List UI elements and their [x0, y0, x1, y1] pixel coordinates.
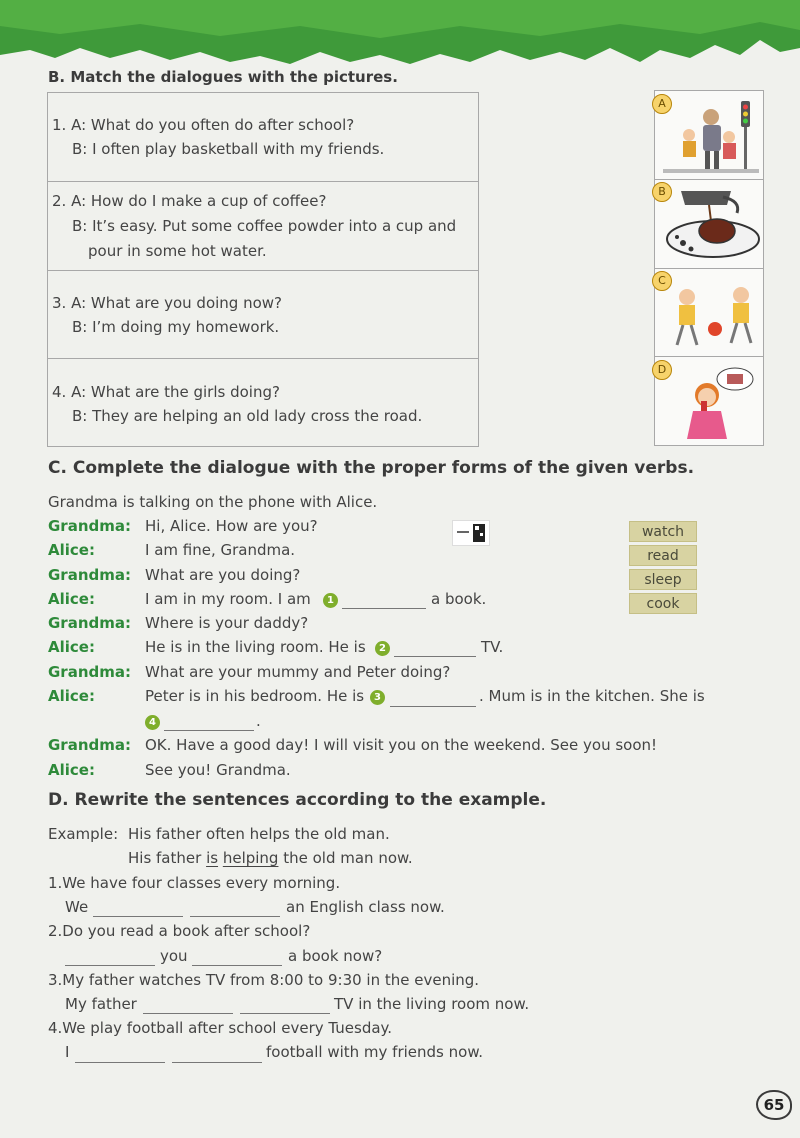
dialogue-line: I am fine, Grandma. [145, 541, 296, 559]
dialogue-line: What are your mummy and Peter doing? [145, 663, 451, 681]
dialogue-line: I am in my room. I am [145, 590, 311, 608]
dialogue-line-end: . Mum is in the kitchen. She is [479, 687, 705, 705]
rewrite-blank[interactable] [192, 965, 282, 966]
blank-number-2 [375, 638, 390, 656]
verb-box-cook: cook [629, 593, 697, 614]
section-d-heading: D. Rewrite the sentences according to the example. [48, 790, 547, 810]
answer-blank-4[interactable] [164, 730, 254, 731]
dialogue-4-question: 4. A: What are the girls doing? [52, 383, 280, 401]
blank-number-4 [145, 712, 160, 730]
dialogue-line: What are you doing? [145, 566, 301, 584]
rewrite-question-3: 3.My father watches TV from 8:00 to 9:30 in the evening. [48, 971, 480, 989]
rewrite-blank[interactable] [93, 916, 183, 917]
speaker-label: Alice: [48, 590, 95, 608]
dialogue-line-end: TV. [481, 638, 504, 656]
number-badge: 1 [323, 593, 338, 608]
row-divider [48, 358, 478, 359]
dialogue-2-answer-cont: pour in some hot water. [88, 242, 267, 260]
blank-number-1 [323, 590, 338, 608]
dialogue-line: Peter is in his bedroom. He is [145, 687, 365, 705]
example-answer-helping: helping [222, 849, 279, 867]
picture-b-coffee [661, 183, 761, 263]
example-text: His father [128, 849, 207, 867]
dialogue-1-question: 1. A: What do you often do after school? [52, 116, 355, 134]
dialogue-2-answer: B: It’s easy. Put some coffee powder into a cup and [72, 217, 457, 235]
dialogue-4-answer: B: They are helping an old lady cross the road. [72, 407, 423, 425]
speaker-label: Alice: [48, 638, 95, 656]
dialogue-1-answer: B: I often play basketball with my friends. [72, 140, 385, 158]
top-banner [0, 0, 800, 70]
pictures-panel [654, 90, 764, 446]
speaker-label: Alice: [48, 761, 95, 779]
dialogue-line-end: . [256, 712, 261, 730]
dialogue-2-question: 2. A: How do I make a cup of coffee? [52, 192, 327, 210]
row-divider [48, 270, 478, 271]
rewrite-blank[interactable] [172, 1062, 262, 1063]
rewrite-blank[interactable] [190, 916, 280, 917]
answer-blank-2[interactable] [394, 656, 476, 657]
dialogue-3-question: 3. A: What are you doing now? [52, 294, 283, 312]
rewrite-answer-suffix: a book now? [288, 947, 383, 965]
dialogue-line-end: a book. [431, 590, 487, 608]
qr-code-icon [452, 520, 490, 546]
rewrite-question-4: 4.We play football after school every Tuesday. [48, 1019, 393, 1037]
number-badge: 3 [370, 690, 385, 705]
verb-box-watch: watch [629, 521, 697, 542]
rewrite-answer-prefix: We [65, 898, 89, 916]
picture-divider [655, 179, 763, 180]
rewrite-blank[interactable] [143, 1013, 233, 1014]
dialogue-3-answer: B: I’m doing my homework. [72, 318, 280, 336]
speaker-label: Grandma: [48, 736, 131, 754]
dialogue-line: Where is your daddy? [145, 614, 309, 632]
rewrite-blank[interactable] [65, 965, 155, 966]
picture-label-c: C [652, 271, 672, 291]
speaker-label: Grandma: [48, 517, 131, 535]
speaker-label: Grandma: [48, 663, 131, 681]
speaker-label: Grandma: [48, 566, 131, 584]
picture-c-boys-playing-ball [669, 283, 759, 353]
picture-a-girls-helping-old-lady [663, 97, 759, 175]
picture-label-d: D [652, 360, 672, 380]
rewrite-blank[interactable] [240, 1013, 330, 1014]
example-answer-is: is [206, 849, 219, 867]
rewrite-question-1: 1.We have four classes every morning. [48, 874, 341, 892]
dialogue-line: See you! Grandma. [145, 761, 291, 779]
answer-blank-3[interactable] [390, 706, 476, 707]
page-number: 65 [756, 1090, 792, 1120]
rewrite-answer-suffix: an English class now. [286, 898, 445, 916]
example-text-end: the old man now. [278, 849, 413, 867]
answer-blank-1[interactable] [342, 608, 426, 609]
example-rewrite [128, 849, 413, 867]
rewrite-answer-suffix: football with my friends now. [266, 1043, 483, 1061]
section-c-intro: Grandma is talking on the phone with Alice. [48, 493, 378, 511]
number-badge: 4 [145, 715, 160, 730]
example-label: Example: [48, 825, 119, 843]
picture-label-b: B [652, 182, 672, 202]
number-badge: 2 [375, 641, 390, 656]
picture-label-a: A [652, 94, 672, 114]
rewrite-answer-suffix: TV in the living room now. [334, 995, 530, 1013]
verb-box-read: read [629, 545, 697, 566]
section-c-heading: C. Complete the dialogue with the proper forms of the given verbs. [48, 458, 695, 478]
picture-divider [655, 268, 763, 269]
picture-d-girl-thinking-book [675, 363, 759, 445]
example-sentence: His father often helps the old man. [128, 825, 390, 843]
blank-number-3 [370, 687, 385, 705]
row-divider [48, 181, 478, 182]
dialogue-line: He is in the living room. He is [145, 638, 366, 656]
rewrite-blank[interactable] [75, 1062, 165, 1063]
speaker-label: Grandma: [48, 614, 131, 632]
rewrite-answer-middle: you [160, 947, 188, 965]
picture-divider [655, 356, 763, 357]
speaker-label: Alice: [48, 687, 95, 705]
section-b-heading: B. Match the dialogues with the pictures. [48, 68, 398, 86]
rewrite-answer-prefix: I [65, 1043, 70, 1061]
dialogue-line: Hi, Alice. How are you? [145, 517, 318, 535]
speaker-label: Alice: [48, 541, 95, 559]
rewrite-question-2: 2.Do you read a book after school? [48, 922, 311, 940]
verb-box-sleep: sleep [629, 569, 697, 590]
rewrite-answer-prefix: My father [65, 995, 137, 1013]
dialogue-line: OK. Have a good day! I will visit you on the weekend. See you soon! [145, 736, 658, 754]
